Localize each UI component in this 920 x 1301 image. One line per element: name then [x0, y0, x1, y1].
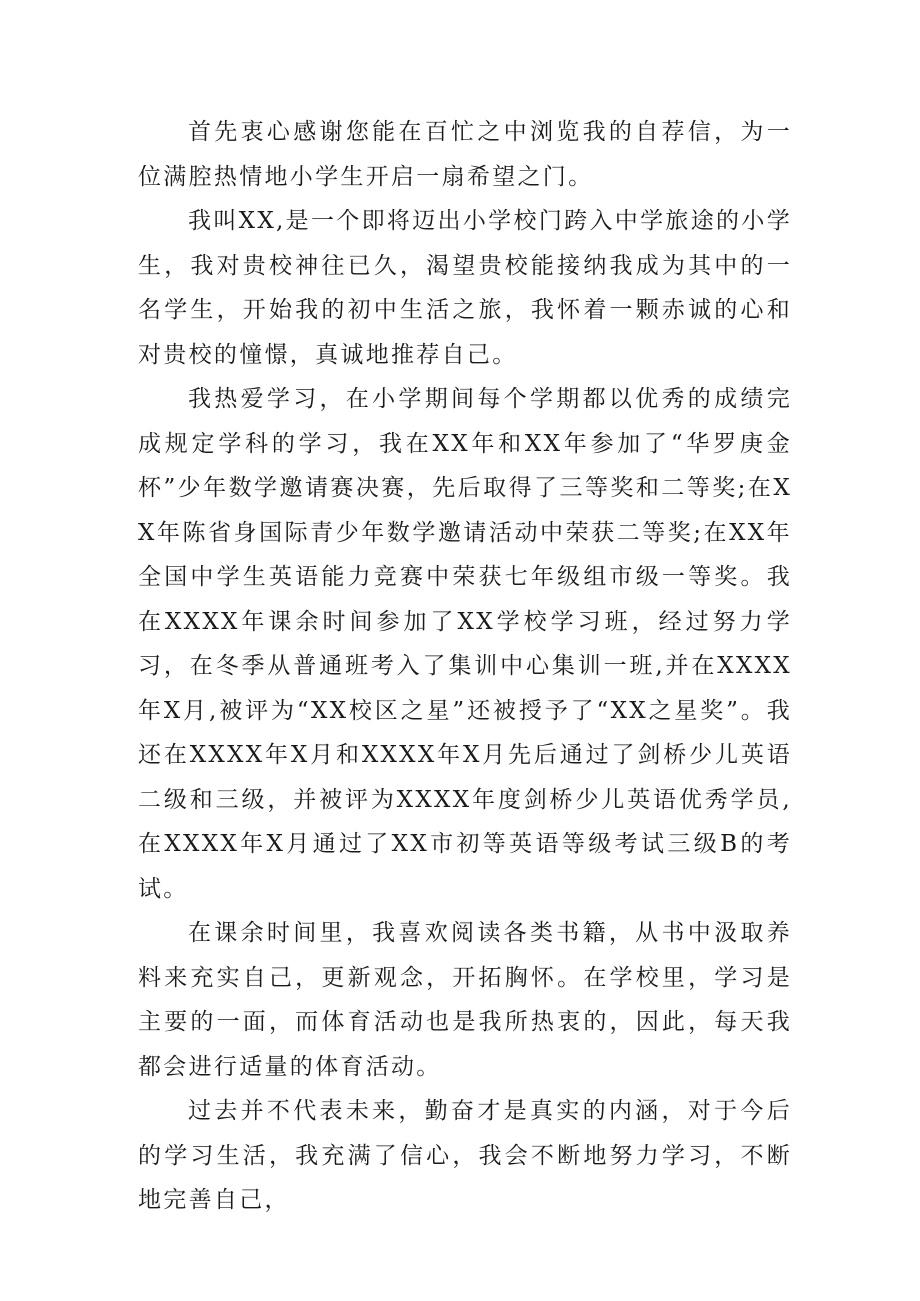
paragraph-hobbies: 在课余时间里，我喜欢阅读各类书籍，从书中汲取养料来充实自己，更新观念，开拓胸怀。在学校里，学习是主要的一面，而体育活动也是我所热衷的，因此，每天我都会进行适量的体育活动。: [138, 920, 792, 1080]
paragraph-future: 过去并不代表未来，勤奋才是真实的内涵，对于今后的学习生活，我充满了信心，我会不断地努力学习，不断地完善自己，: [138, 1098, 792, 1213]
letter-body: [138, 110, 792, 1223]
paragraph-gratitude: 首先衷心感谢您能在百忙之中浏览我的自荐信，为一位满腔热情地小学生开启一扇希望之门。: [138, 119, 792, 190]
paragraph-achievements: 我热爱学习，在小学期间每个学期都以优秀的成绩完成规定学科的学习，我在XX年和XX年参加了“华罗庚金杯”少年数学邀请赛决赛，先后取得了三等奖和二等奖;在XX年陈省身国际青少年数学邀请活动中荣获二等奖;在XX年全国中学生英语能力竞赛中荣获七年级组市级一等奖。我在XXXX年课余时间参加了XX学校学习班，经过努力学习，在冬季从普通班考入了集训中心集训一班,并在XXXX年X月,被评为“XX校区之星”还被授予了“XX之星奖”。我还在XXXX年X月和XXXX年X月先后通过了剑桥少儿英语二级和三级，并被评为XXXX年度剑桥少儿英语优秀学员,在XXXX年X月通过了XX市初等英语等级考试三级B的考试。: [138, 386, 792, 902]
paragraph-introduction: 我叫XX,是一个即将迈出小学校门跨入中学旅途的小学生，我对贵校神往已久，渴望贵校能接纳我成为其中的一名学生，开始我的初中生活之旅，我怀着一颗赤诚的心和对贵校的憧憬，真诚地推荐自己。: [138, 208, 792, 368]
